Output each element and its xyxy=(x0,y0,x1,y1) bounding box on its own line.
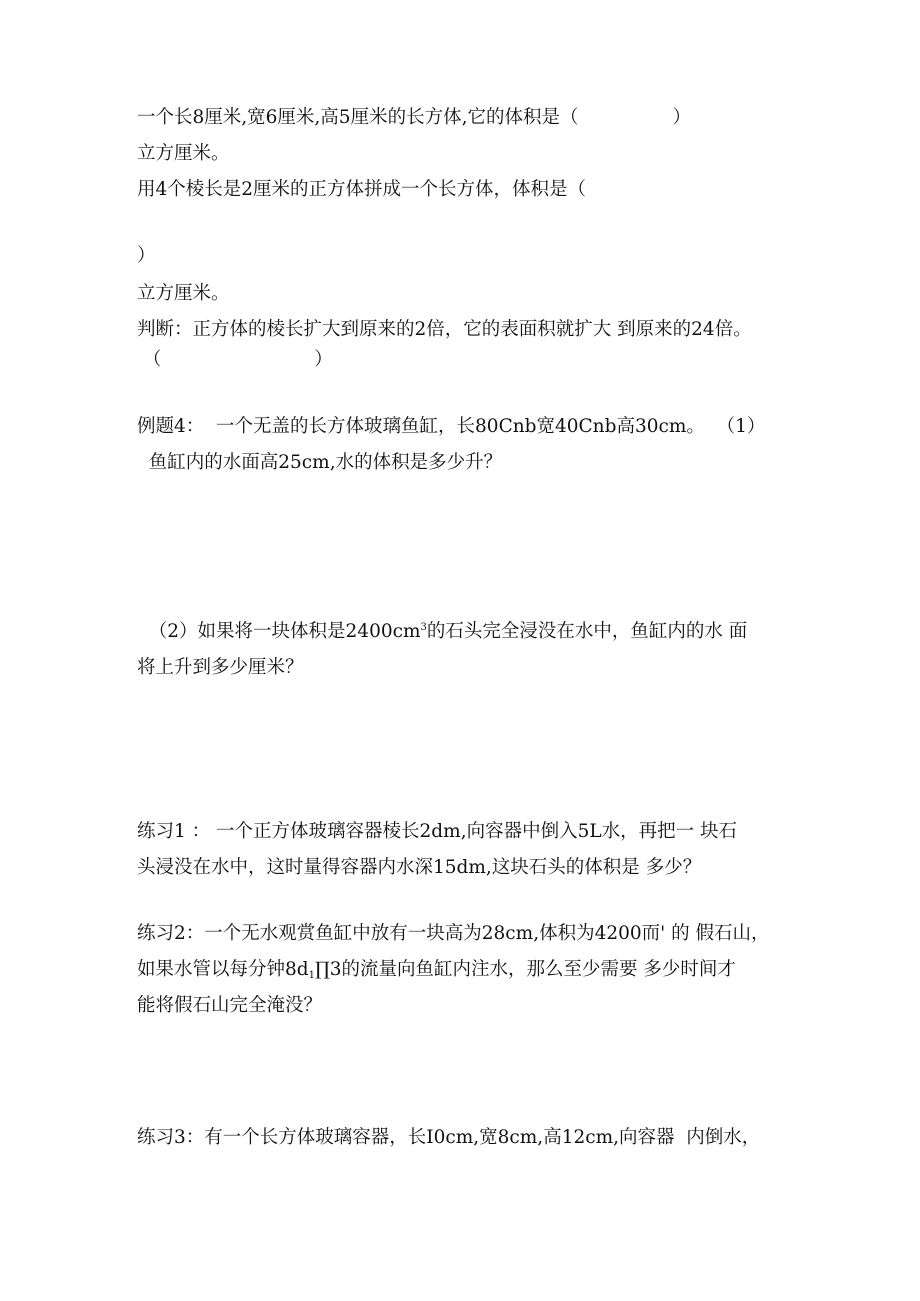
subscript-1: 1 xyxy=(308,970,315,981)
superscript-3: 3 xyxy=(420,622,427,633)
question-2-line-2: ） xyxy=(137,245,156,266)
example-4-line-2: 鱼缸内的水面高25cm,水的体积是多少升？ xyxy=(137,452,503,473)
example-4-text-b: 的石头完全浸没在水中，鱼缸内的水 面 xyxy=(426,621,748,642)
example-4-line-1: 例题4： 一个无盖的长方体玻璃鱼缸，长80Cnb宽40Cnb高30cm。 （1） xyxy=(137,416,766,437)
practice-1-line-2: 头浸没在水中，这时量得容器内水深15dm,这块石头的体积是 多少？ xyxy=(137,857,702,878)
question-2-line-3: 立方厘米。 xyxy=(137,283,230,304)
practice-2-text-b: ∏3的流量向鱼缸内注水，那么至少需要 多少时间才 xyxy=(315,959,736,980)
practice-2-line-1: 练习2：一个无水观赏鱼缸中放有一块高为28cm,体积为4200而' 的 假石山， xyxy=(137,923,770,944)
example-4-text-a: （2）如果将一块体积是2400cm xyxy=(137,621,421,642)
example-4-line-4: 将上升到多少厘米？ xyxy=(137,657,304,678)
question-2-line-1: 用4个棱长是2厘米的正方体拼成一个长方体，体积是（ xyxy=(137,179,587,200)
example-4-line-3 xyxy=(137,620,747,644)
question-3-line-2: （ ） xyxy=(137,349,333,370)
practice-2-text-a: 如果水管以每分钟8d xyxy=(137,959,309,980)
question-1-line-1: 一个长8厘米,宽6厘米,高5厘米的长方体,它的体积是（ ） xyxy=(137,107,692,128)
practice-2-line-3: 能将假石山完全淹没？ xyxy=(137,995,323,1016)
question-1-line-2: 立方厘米。 xyxy=(137,143,230,164)
practice-1-line-1: 练习1 ： 一个正方体玻璃容器棱长2dm,向容器中倒入5L水，再把一 块石 xyxy=(137,821,738,842)
practice-2-line-2 xyxy=(137,958,736,982)
question-3-line-1: 判断：正方体的棱长扩大到原来的2倍，它的表面积就扩大 到原来的24倍。 xyxy=(137,319,752,340)
practice-3-line-1: 练习3：有一个长方体玻璃容器，长I0cm,宽8cm,高12cm,向容器 内倒水， xyxy=(137,1127,761,1148)
